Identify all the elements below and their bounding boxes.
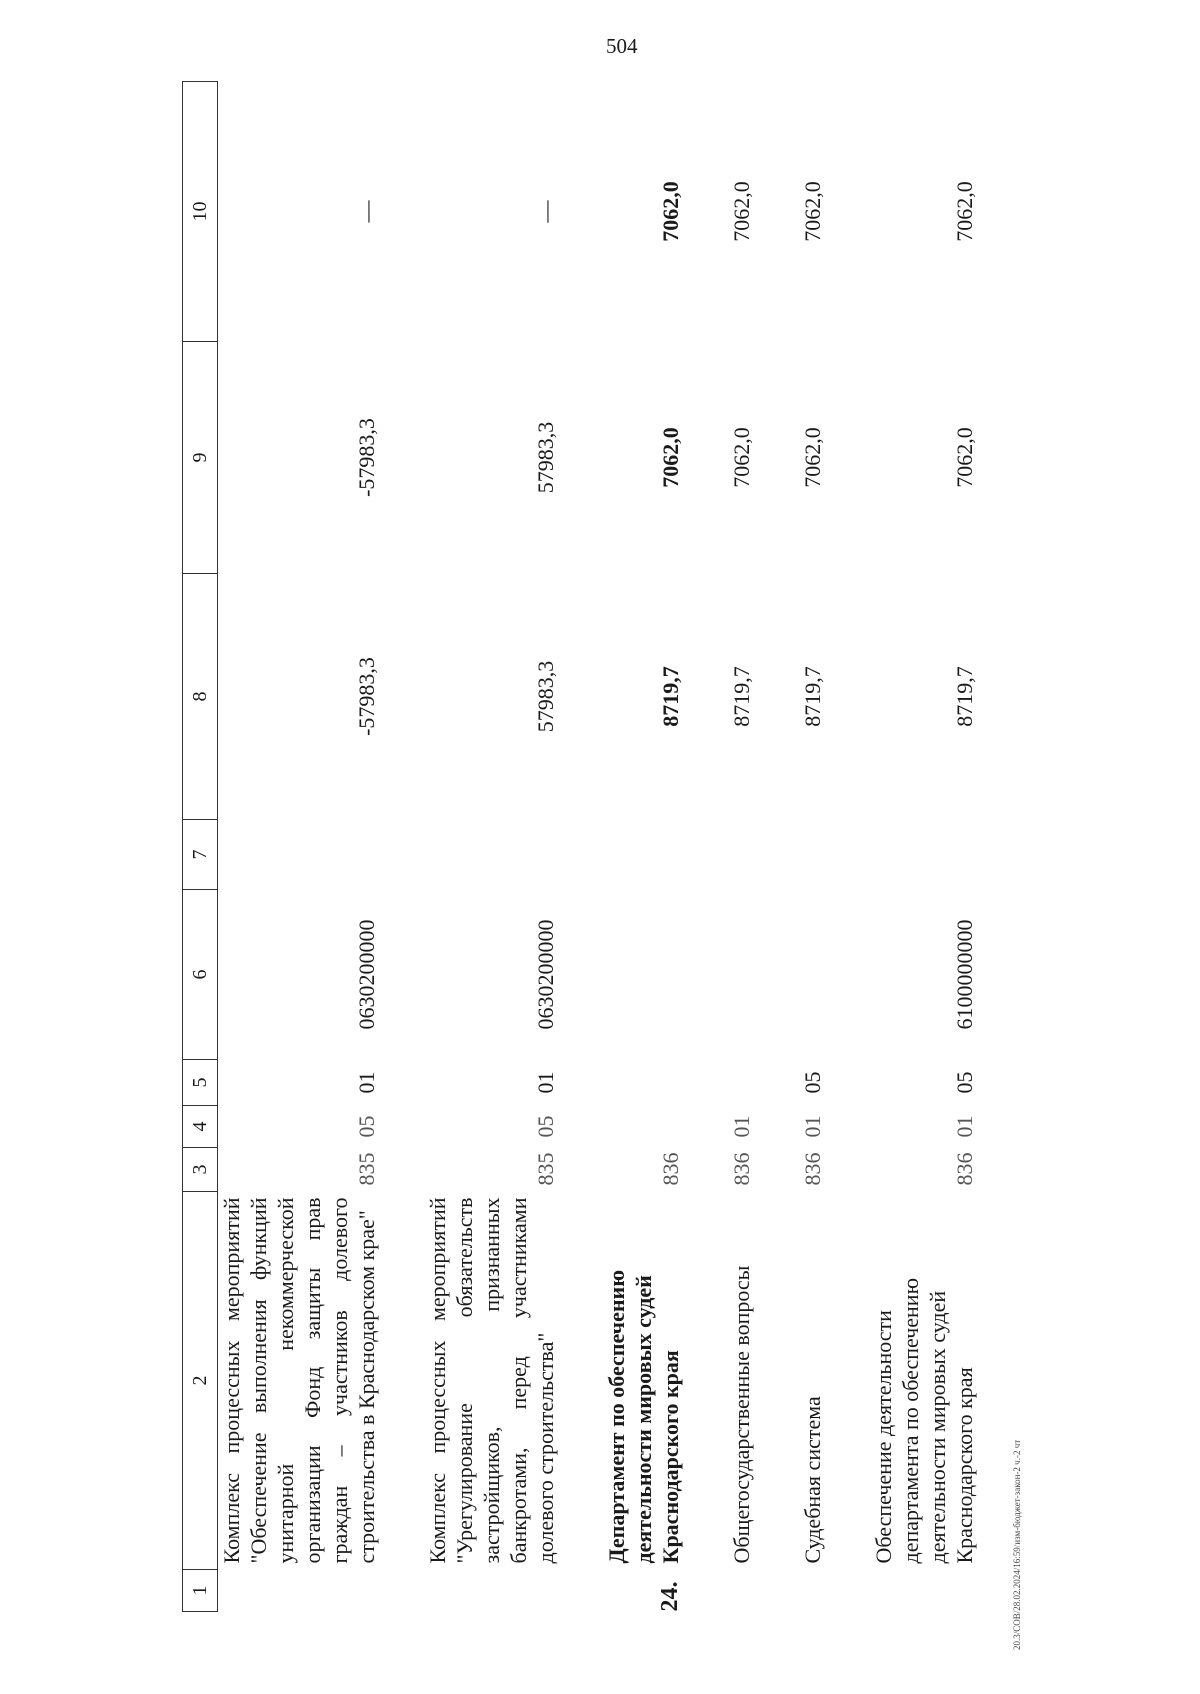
row-code-5: 01	[533, 1071, 558, 1094]
row-code-5: 05	[952, 1071, 977, 1094]
row-name: Общегосударственные вопросы	[729, 1265, 754, 1564]
row-code-6	[603, 890, 684, 1060]
header-col-8: 8	[183, 574, 218, 820]
row-gap	[559, 82, 603, 1612]
row-code-6: 0630200000	[354, 919, 379, 1030]
row-code-5	[728, 1060, 755, 1106]
row-code-4: 01	[729, 1115, 754, 1138]
rotated-table-container	[182, 82, 1042, 1612]
row-value-9: 7062,0	[729, 427, 754, 488]
header-col-10: 10	[183, 82, 218, 342]
row-value-10: —	[354, 200, 379, 223]
row-value-9: 7062,0	[658, 427, 683, 488]
row-value-10: 7062,0	[952, 181, 977, 242]
row-value-8: 8719,7	[952, 666, 977, 727]
row-code-5	[603, 1060, 684, 1106]
row-code-3: 836	[952, 1152, 977, 1186]
row-number: 24.	[657, 1581, 683, 1612]
header-col-5: 5	[183, 1060, 218, 1106]
row-code-6: 6100000000	[952, 919, 977, 1030]
row-code-7	[728, 820, 755, 890]
row-code-6: 0630200000	[533, 919, 558, 1030]
row-code-4: 05	[533, 1115, 558, 1138]
row-code-5: 01	[354, 1071, 379, 1094]
row-name: Комплекс процессных мероприятий "Урегулирование обязательств застройщиков, признанных банкротами, перед участниками долевого строительства"	[425, 1197, 558, 1564]
row-number	[218, 1570, 381, 1612]
row-code-7	[870, 820, 978, 890]
row-code-3: 836	[658, 1152, 683, 1186]
row-code-3: 835	[354, 1152, 379, 1186]
header-col-1: 1	[183, 1570, 218, 1612]
row-code-3: 835	[533, 1152, 558, 1186]
table-row	[728, 82, 755, 1612]
row-number	[870, 1570, 978, 1612]
row-number	[424, 1570, 559, 1612]
row-value-9: 7062,0	[800, 427, 825, 488]
row-value-8: 8719,7	[800, 666, 825, 727]
row-code-6	[728, 890, 755, 1060]
row-gap	[380, 82, 424, 1612]
row-gap	[684, 82, 728, 1612]
row-value-9: 57983,3	[533, 421, 558, 494]
table-row	[424, 82, 559, 1612]
table-row-department	[603, 82, 684, 1612]
row-number	[799, 1570, 826, 1612]
row-value-8: 8719,7	[658, 666, 683, 727]
header-col-2: 2	[183, 1192, 218, 1570]
row-code-4: 05	[354, 1115, 379, 1138]
row-code-6	[799, 890, 826, 1060]
row-gap	[755, 82, 799, 1612]
row-value-10: 7062,0	[658, 181, 683, 242]
row-value-9: 7062,0	[952, 427, 977, 488]
page-number: 504	[606, 34, 638, 58]
row-value-10: 7062,0	[729, 181, 754, 242]
row-code-4	[603, 1106, 684, 1148]
row-value-8: 57983,3	[533, 660, 558, 733]
row-value-10: 7062,0	[800, 181, 825, 242]
row-name: Судебная система	[800, 1396, 825, 1564]
row-gap	[826, 82, 870, 1612]
header-col-6: 6	[183, 890, 218, 1060]
header-row	[183, 82, 218, 1612]
table-row	[799, 82, 826, 1612]
row-code-4: 01	[952, 1115, 977, 1138]
row-name: Комплекс процессных мероприятий "Обеспечение выполнения функций унитарной некоммерческой организации Фонд защиты прав граждан – участников долевого строительства в Краснодарском крае"	[219, 1197, 379, 1564]
header-col-7: 7	[183, 820, 218, 890]
row-code-3: 836	[800, 1152, 825, 1186]
row-name: Департамент по обеспечению деятельности мировых судей Краснодарского края	[604, 1269, 683, 1564]
row-value-8: 8719,7	[729, 666, 754, 727]
budget-table	[182, 81, 978, 1612]
header-col-9: 9	[183, 342, 218, 574]
row-value-10: —	[533, 200, 558, 223]
row-code-7	[424, 820, 559, 890]
row-code-7	[603, 820, 684, 890]
table-row	[218, 82, 381, 1612]
row-code-5: 05	[800, 1071, 825, 1094]
header-col-3: 3	[183, 1148, 218, 1192]
row-number	[728, 1570, 755, 1612]
row-value-8: -57983,3	[354, 657, 379, 736]
row-code-4: 01	[800, 1115, 825, 1138]
document-footer-id: 20.3/СОВ/28.02.2024/16:59/изм-бюджет-закон-2 ч.-2 чт	[1012, 1439, 1022, 1650]
row-name: Обеспечение деятельности департамента по обеспечению деятельности мировых судей Краснодарского края	[871, 1277, 977, 1564]
row-code-7	[218, 820, 381, 890]
row-value-9: -57983,3	[354, 418, 379, 497]
row-code-3: 836	[729, 1152, 754, 1186]
row-code-7	[799, 820, 826, 890]
table-row	[870, 82, 978, 1612]
header-col-4: 4	[183, 1106, 218, 1148]
